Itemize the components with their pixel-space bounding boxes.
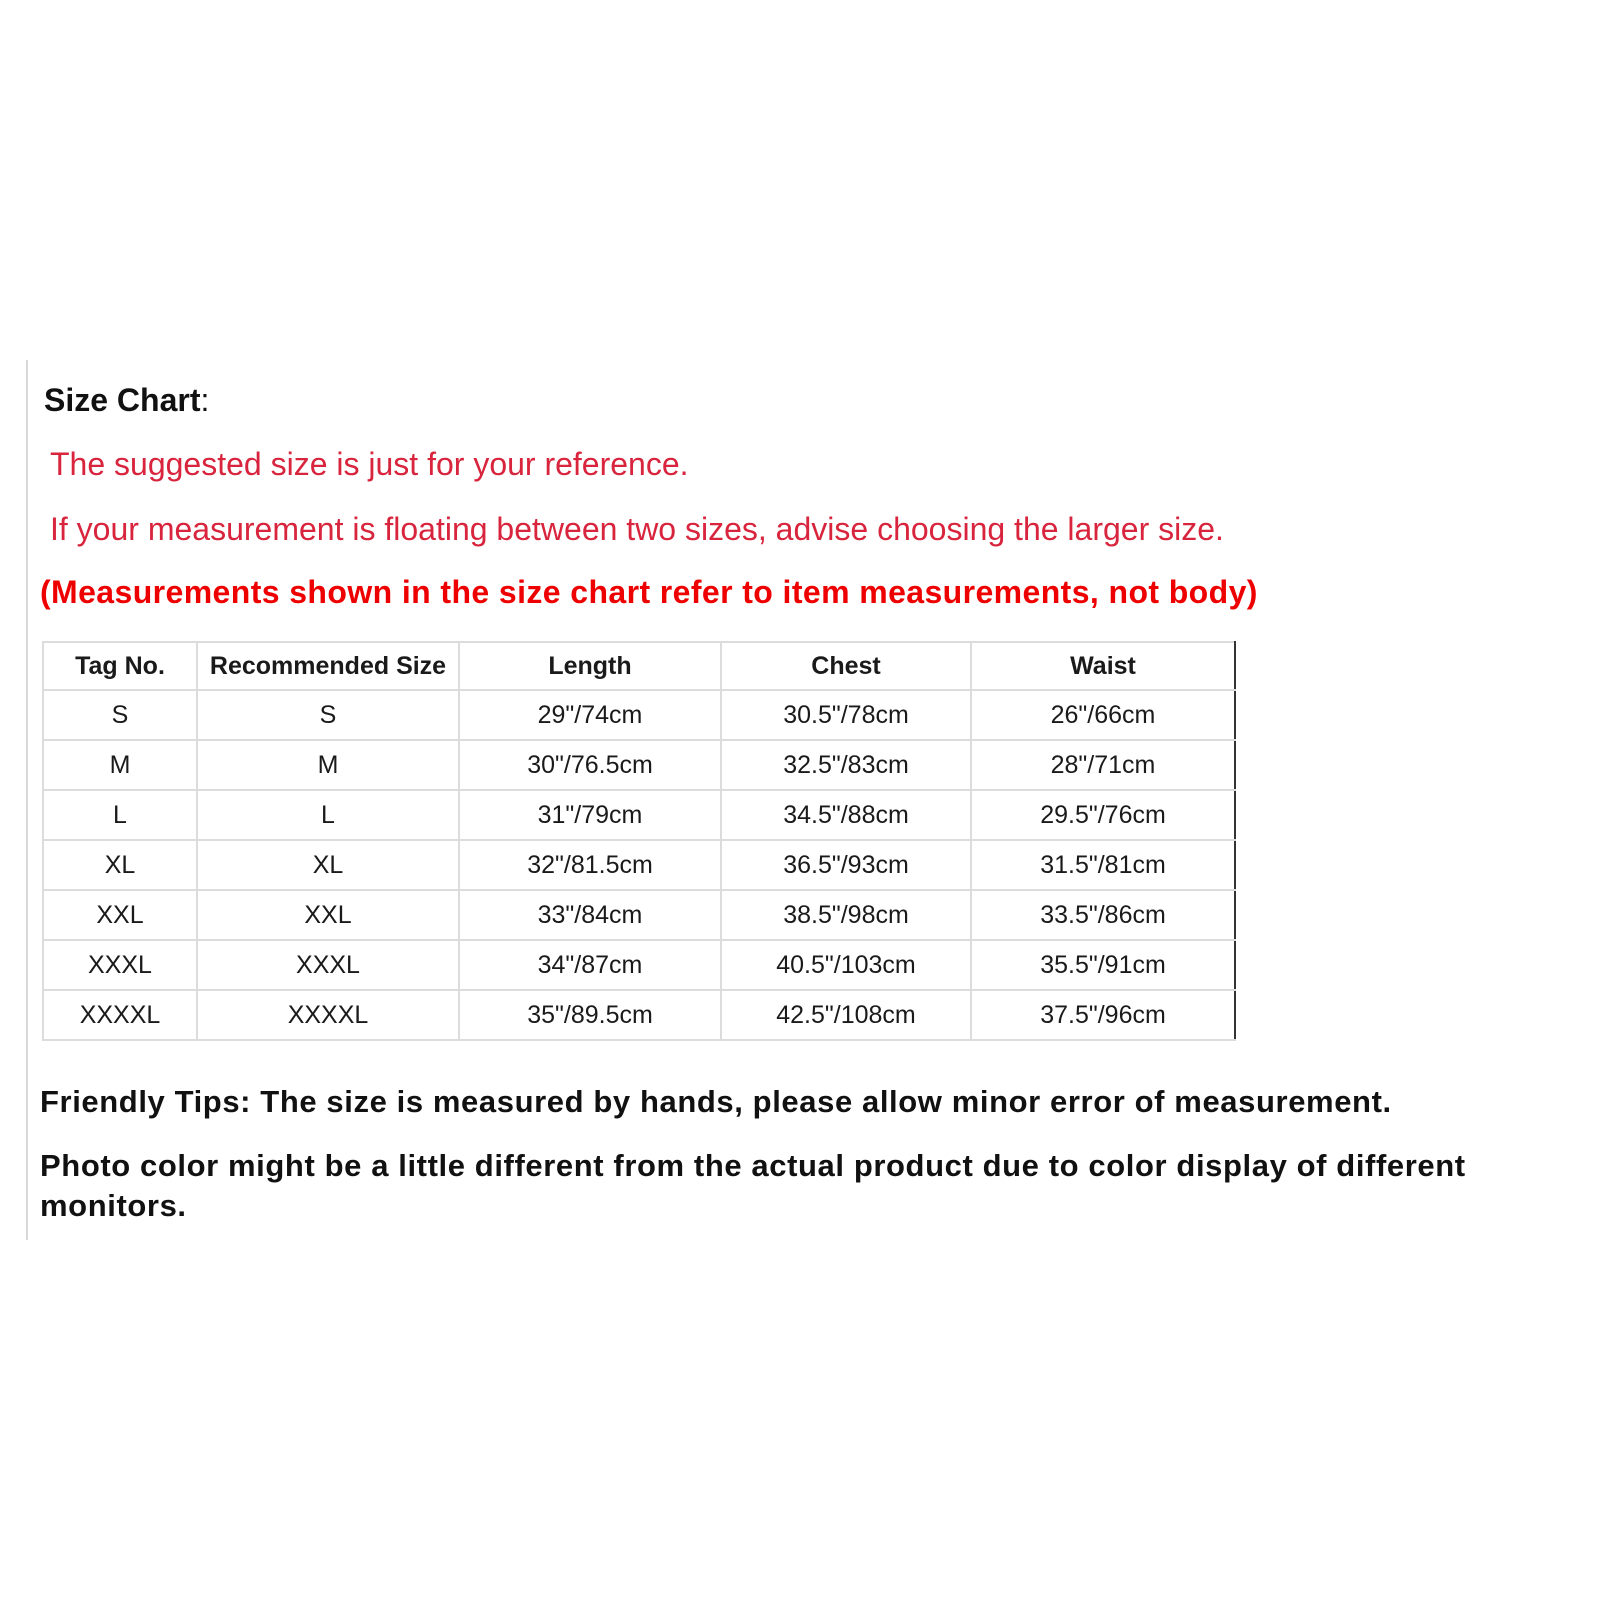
cell-recommended-size: XXXL (197, 940, 459, 990)
cell-recommended-size: XL (197, 840, 459, 890)
cell-tag-no: M (43, 740, 197, 790)
cell-waist: 35.5"/91cm (971, 940, 1235, 990)
cell-waist: 29.5"/76cm (971, 790, 1235, 840)
cell-waist: 31.5"/81cm (971, 840, 1235, 890)
cell-waist: 37.5"/96cm (971, 990, 1235, 1040)
table-row (43, 990, 1235, 1040)
cell-recommended-size: M (197, 740, 459, 790)
reference-note: The suggested size is just for your reference. (50, 446, 689, 482)
measurement-warning: (Measurements shown in the size chart refer to item measurements, not body) (40, 574, 1258, 610)
cell-recommended-size: XXL (197, 890, 459, 940)
cell-length: 30"/76.5cm (459, 740, 721, 790)
size-chart-title-text: Size Chart (44, 382, 201, 418)
table-row (43, 840, 1235, 890)
cell-length: 29"/74cm (459, 690, 721, 740)
cell-chest: 34.5"/88cm (721, 790, 971, 840)
column-header-tag-no: Tag No. (43, 642, 197, 690)
size-table (42, 641, 1236, 1041)
table-header-row (43, 642, 1235, 690)
cell-tag-no: XL (43, 840, 197, 890)
cell-length: 31"/79cm (459, 790, 721, 840)
size-chart-panel (26, 360, 1588, 1240)
column-header-chest: Chest (721, 642, 971, 690)
cell-waist: 26"/66cm (971, 690, 1235, 740)
column-header-waist: Waist (971, 642, 1235, 690)
cell-chest: 36.5"/93cm (721, 840, 971, 890)
cell-waist: 28"/71cm (971, 740, 1235, 790)
cell-tag-no: XXL (43, 890, 197, 940)
cell-tag-no: L (43, 790, 197, 840)
cell-tag-no: XXXL (43, 940, 197, 990)
cell-chest: 30.5"/78cm (721, 690, 971, 740)
size-chart-title (44, 382, 209, 419)
friendly-tips: Friendly Tips: The size is measured by hands, please allow minor error of measurement. (40, 1084, 1392, 1119)
cell-length: 33"/84cm (459, 890, 721, 940)
larger-size-advice: If your measurement is floating between two sizes, advise choosing the larger size. (50, 511, 1224, 547)
table-row (43, 690, 1235, 740)
cell-chest: 40.5"/103cm (721, 940, 971, 990)
cell-tag-no: S (43, 690, 197, 740)
cell-chest: 32.5"/83cm (721, 740, 971, 790)
column-header-recommended-size: Recommended Size (197, 642, 459, 690)
cell-length: 35"/89.5cm (459, 990, 721, 1040)
color-disclaimer: Photo color might be a little different from the actual product due to color display of different monitors. (40, 1148, 1466, 1223)
cell-tag-no: XXXXL (43, 990, 197, 1040)
cell-recommended-size: L (197, 790, 459, 840)
column-header-length: Length (459, 642, 721, 690)
table-row (43, 740, 1235, 790)
cell-chest: 38.5"/98cm (721, 890, 971, 940)
cell-length: 32"/81.5cm (459, 840, 721, 890)
cell-waist: 33.5"/86cm (971, 890, 1235, 940)
cell-recommended-size: XXXXL (197, 990, 459, 1040)
cell-length: 34"/87cm (459, 940, 721, 990)
table-row (43, 790, 1235, 840)
cell-chest: 42.5"/108cm (721, 990, 971, 1040)
table-row (43, 890, 1235, 940)
table-row (43, 940, 1235, 990)
cell-recommended-size: S (197, 690, 459, 740)
size-chart-title-colon: : (200, 382, 210, 418)
